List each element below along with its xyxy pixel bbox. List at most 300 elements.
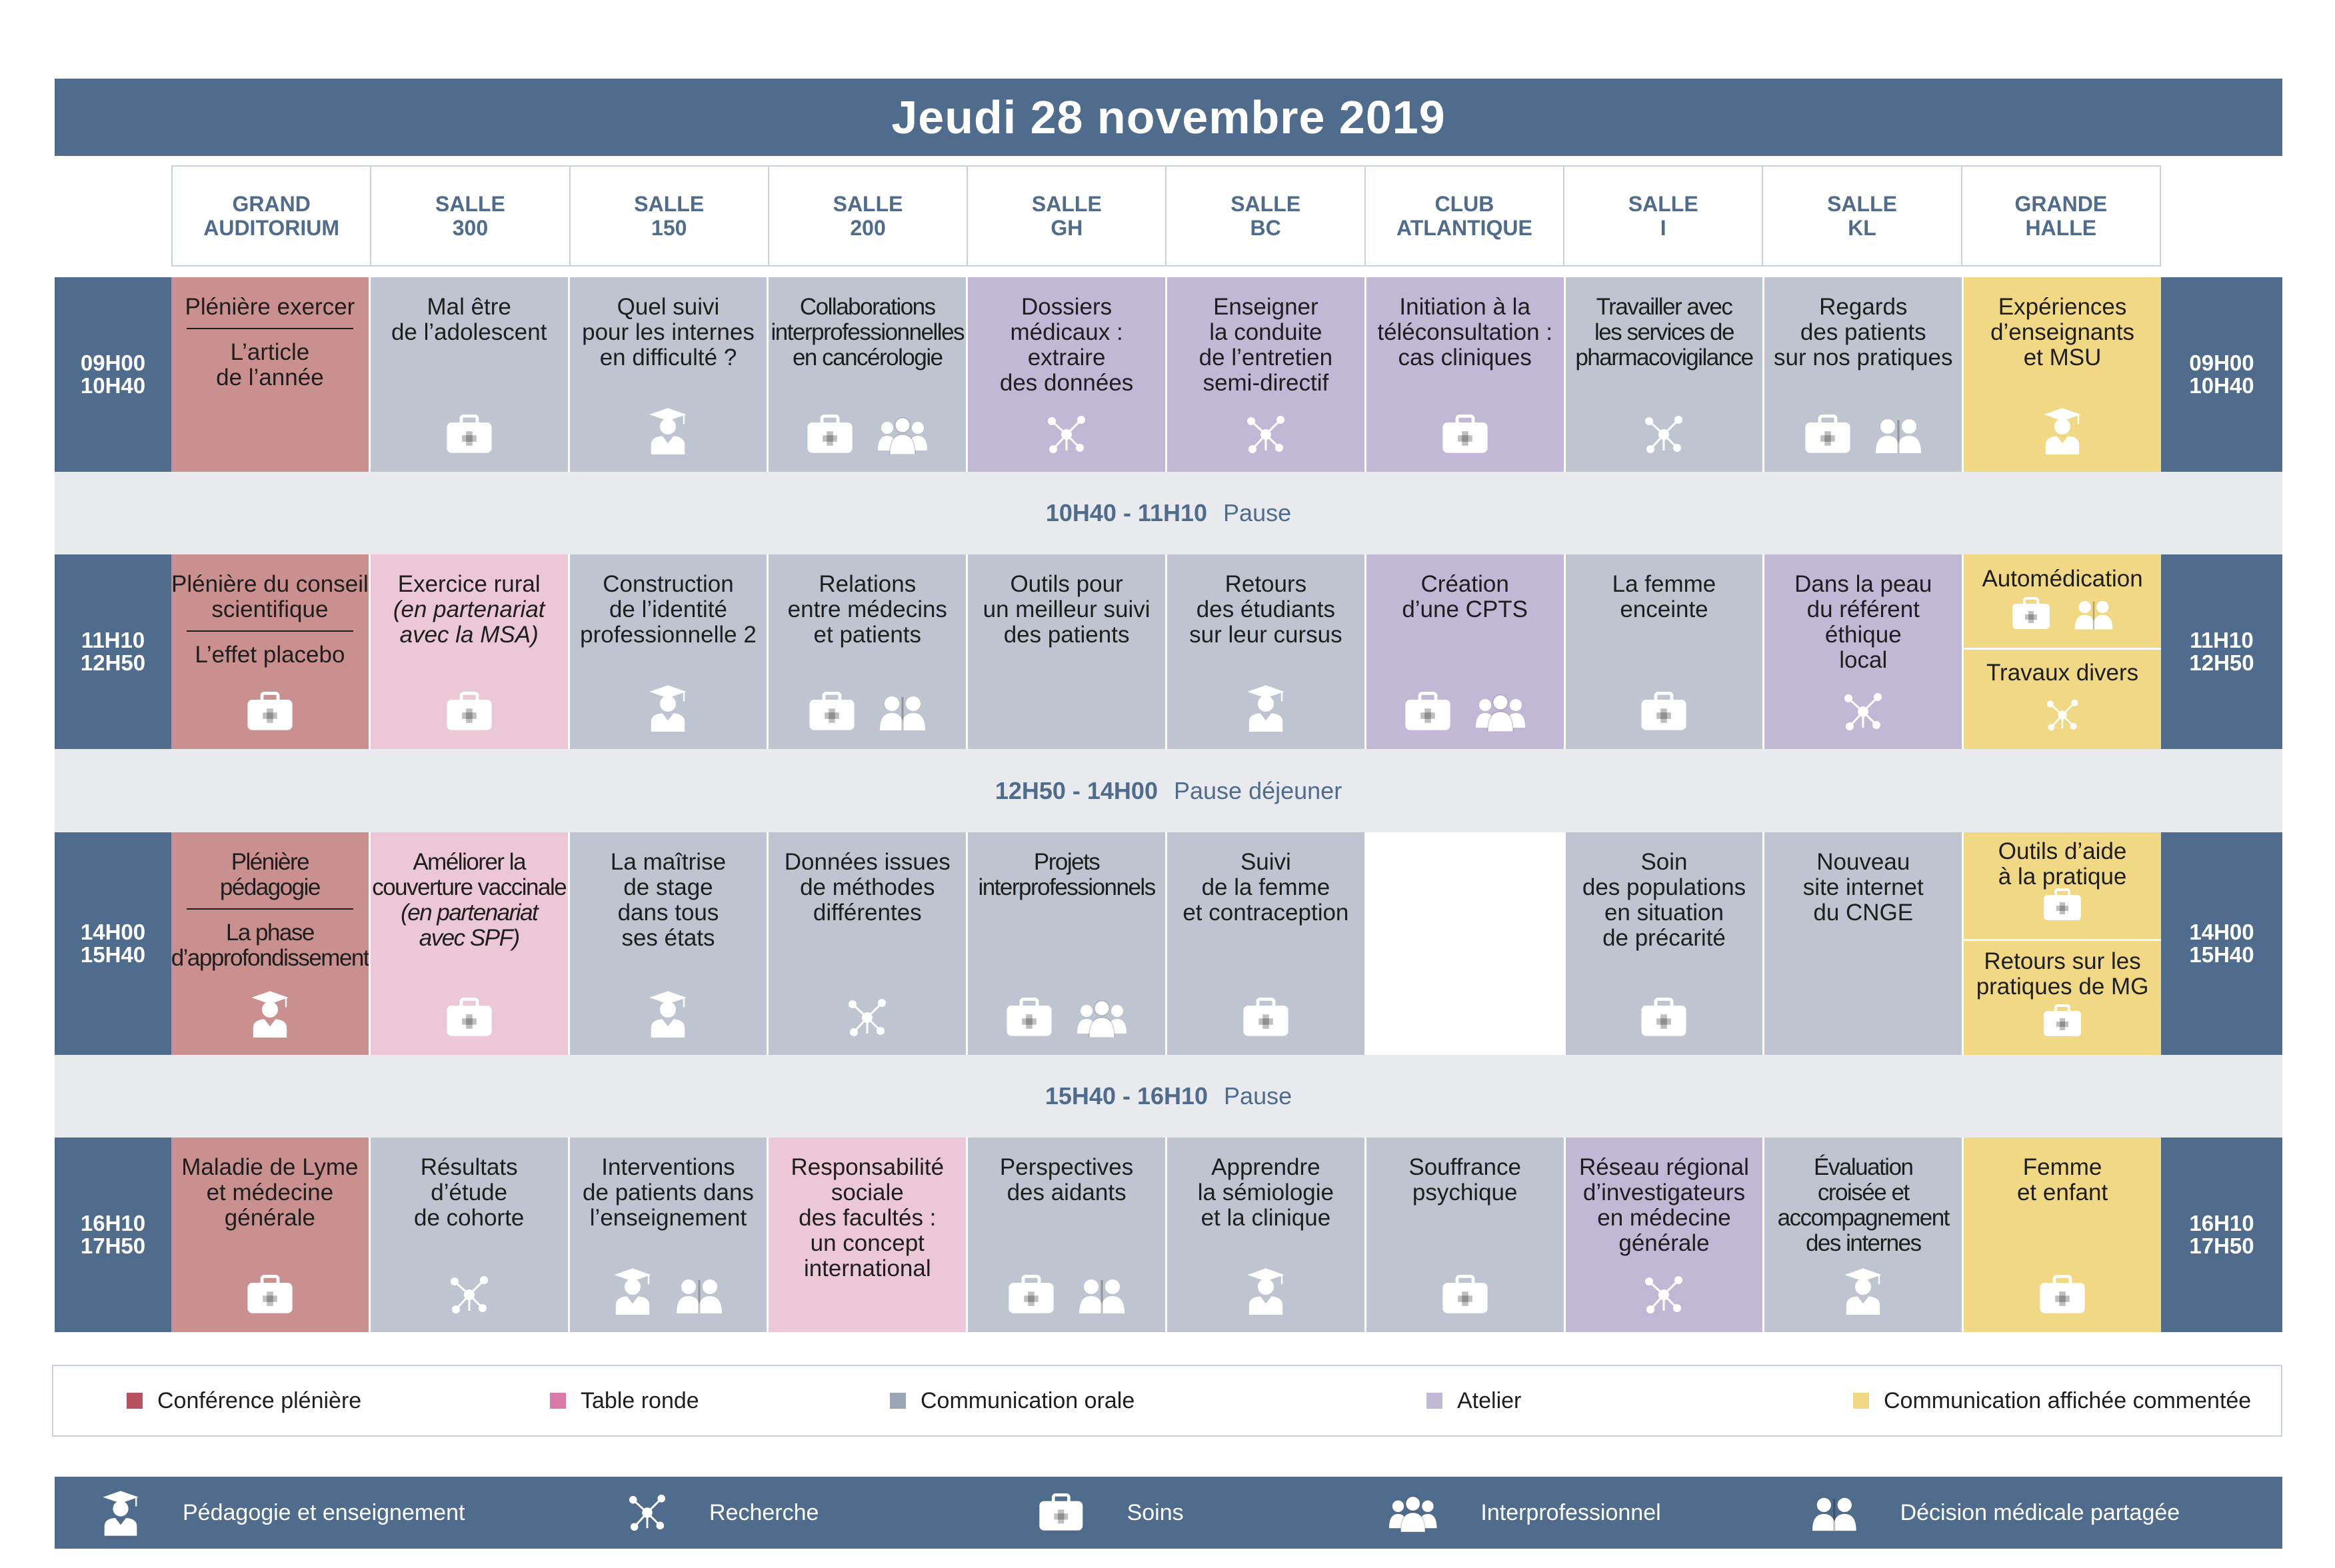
pause-label: Pause bbox=[1223, 499, 1292, 526]
session-title-line: pour les internes bbox=[582, 319, 755, 345]
time-end: 17H50 bbox=[2189, 1233, 2254, 1258]
session-title-line: Résultats bbox=[420, 1154, 518, 1180]
legend-swatch bbox=[127, 1393, 143, 1409]
legend-swatch bbox=[890, 1393, 906, 1409]
session-partner-line: avec SPF) bbox=[419, 925, 519, 951]
session-title-line: téléconsultation : bbox=[1377, 319, 1553, 345]
session-title-line: extraire bbox=[1027, 345, 1106, 371]
soins-icon bbox=[1441, 414, 1489, 460]
session-title-line: Améliorer la bbox=[413, 849, 526, 875]
time-end: 15H40 bbox=[2189, 942, 2254, 967]
session-cell[interactable] bbox=[570, 1138, 769, 1332]
time-label-right bbox=[2161, 1138, 2282, 1332]
session-cell[interactable] bbox=[1366, 832, 1566, 1055]
session-icons bbox=[1167, 998, 1364, 1043]
room-name-line1: SALLE bbox=[1827, 192, 1897, 216]
session-icons bbox=[371, 692, 568, 737]
session-title-line: des patients bbox=[1800, 319, 1926, 345]
soins-icon bbox=[445, 692, 493, 737]
session-title-line: et médecine bbox=[206, 1179, 334, 1205]
session-icons bbox=[1764, 414, 1962, 460]
pause-band bbox=[55, 472, 2282, 554]
session-title-line: Plénière bbox=[231, 849, 309, 875]
time-start: 14H00 bbox=[2189, 920, 2254, 944]
session-icons bbox=[1566, 1275, 1763, 1320]
session-title-line: Collaborations bbox=[799, 294, 935, 320]
legend-swatch bbox=[1426, 1393, 1442, 1409]
pedagogie-icon bbox=[2042, 406, 2082, 460]
soins-icon bbox=[1640, 998, 1688, 1043]
session-title-line: de précarité bbox=[1602, 925, 1726, 951]
session-title-line: du CNGE bbox=[1813, 900, 1914, 926]
session-title-line: pédagogie bbox=[219, 874, 320, 900]
session-title-line: interprofessionnelles bbox=[771, 319, 965, 345]
session-title-line: générale bbox=[224, 1205, 316, 1231]
recherche-icon bbox=[1843, 692, 1883, 737]
session-title-line: d’étude bbox=[431, 1179, 508, 1205]
session-title-line: dans tous bbox=[617, 900, 719, 926]
session-title-line: Projets bbox=[1033, 849, 1100, 875]
session-title-line: Quel suivi bbox=[617, 294, 720, 320]
session-icons bbox=[1964, 597, 2161, 636]
session-icons bbox=[1566, 998, 1763, 1043]
soins-icon bbox=[1804, 414, 1852, 460]
time-start: 09H00 bbox=[2189, 351, 2254, 375]
session-title-line: d’investigateurs bbox=[1582, 1179, 1746, 1205]
session-cell[interactable] bbox=[769, 277, 968, 472]
session-icons bbox=[171, 1275, 369, 1320]
session-title-line: cas cliniques bbox=[1398, 345, 1532, 371]
soins-icon bbox=[2042, 888, 2082, 927]
session-icons bbox=[968, 998, 1165, 1043]
session-title-line: différentes bbox=[813, 900, 922, 926]
time-slot-row bbox=[171, 554, 2161, 749]
soins-icon bbox=[1007, 1275, 1055, 1320]
session-title-line: Relations bbox=[819, 571, 917, 597]
time-slot-row bbox=[171, 1138, 2161, 1332]
session-title-line: semi-directif bbox=[1202, 370, 1329, 396]
session-title-line: à la pratique bbox=[1998, 864, 2127, 890]
session-title-line: en difficulté ? bbox=[599, 345, 737, 371]
session-title-line: en cancérologie bbox=[792, 345, 943, 371]
session-cell[interactable] bbox=[171, 277, 371, 472]
session-title-line: sur leur cursus bbox=[1189, 622, 1342, 648]
session-title-line: de l’identité bbox=[609, 596, 728, 622]
session-icons bbox=[1964, 1275, 2161, 1320]
session-cell[interactable] bbox=[968, 277, 1167, 472]
legend-label: Conférence plénière bbox=[157, 1387, 362, 1413]
session-title-line: Dossiers bbox=[1021, 294, 1113, 320]
session-title-line: Perspectives bbox=[999, 1154, 1134, 1180]
session-title-line: et MSU bbox=[2023, 345, 2102, 371]
soins-icon bbox=[2011, 597, 2051, 636]
session-title-line: Mal être bbox=[427, 294, 511, 320]
recherche-icon bbox=[847, 998, 887, 1043]
session-cell[interactable] bbox=[769, 832, 968, 1055]
session-cell[interactable] bbox=[570, 277, 769, 472]
session-title-line: Nouveau bbox=[1816, 849, 1910, 875]
session-cell[interactable] bbox=[1764, 832, 1964, 1055]
soins-icon bbox=[806, 414, 854, 460]
icon-legend-item bbox=[1811, 1477, 2180, 1549]
interpro-icon bbox=[1474, 692, 1526, 737]
icon-legend-label: Soins bbox=[1127, 1499, 1184, 1525]
session-icons bbox=[1167, 684, 1364, 737]
session-title-line: Apprendre bbox=[1211, 1154, 1320, 1180]
pause-time: 15H40 - 16H10 bbox=[1045, 1082, 1208, 1110]
session-cell[interactable] bbox=[1167, 554, 1366, 749]
time-start: 11H10 bbox=[81, 628, 145, 652]
session-title-line: des populations bbox=[1582, 874, 1746, 900]
session-title-line: Évaluation bbox=[1814, 1154, 1913, 1180]
room-header-row bbox=[171, 165, 2161, 267]
room-name-line1: SALLE bbox=[435, 192, 505, 216]
session-cell[interactable] bbox=[1566, 277, 1765, 472]
session-title-line: La maîtrise bbox=[610, 849, 727, 875]
session-title-line: des facultés : bbox=[799, 1205, 937, 1231]
session-title-line: Expériences bbox=[1998, 294, 2127, 320]
room-name-line2: KL bbox=[1848, 216, 1876, 240]
session-title-line: accompagnement bbox=[1777, 1205, 1949, 1231]
session-title-line: Suivi bbox=[1240, 849, 1291, 875]
session-title-line: sociale bbox=[831, 1179, 904, 1205]
soins-icon bbox=[808, 692, 856, 737]
legend-swatch bbox=[1853, 1393, 1869, 1409]
room-name-line1: SALLE bbox=[1230, 192, 1301, 216]
session-icons bbox=[1964, 698, 2161, 737]
recherche-icon bbox=[1644, 1275, 1684, 1320]
soins-icon bbox=[1404, 692, 1452, 737]
session-icons bbox=[171, 692, 369, 737]
session-title-line: de l’entretien bbox=[1198, 345, 1333, 371]
room-name-line2: ATLANTIQUE bbox=[1396, 216, 1532, 240]
session-title-line: Soin bbox=[1640, 849, 1688, 875]
pause-time: 10H40 - 11H10 bbox=[1045, 499, 1208, 526]
session-cell[interactable] bbox=[1764, 1138, 1964, 1332]
session-cell[interactable] bbox=[1566, 1138, 1765, 1332]
page-title bbox=[55, 79, 2282, 156]
pedagogie-icon bbox=[1246, 684, 1286, 737]
session-cell[interactable] bbox=[1964, 832, 2161, 1055]
session-cell[interactable] bbox=[1764, 554, 1964, 749]
session-icons bbox=[769, 998, 966, 1043]
time-end: 12H50 bbox=[80, 650, 146, 675]
session-title-line: professionnelle 2 bbox=[580, 622, 757, 648]
session-cell[interactable] bbox=[1964, 1138, 2161, 1332]
soins-icon bbox=[1441, 1275, 1489, 1320]
session-icons bbox=[968, 414, 1165, 460]
room-header bbox=[968, 167, 1167, 265]
session-icons bbox=[968, 1275, 1165, 1320]
session-title-line: enceinte bbox=[1620, 596, 1708, 622]
session-partner-line: avec la MSA) bbox=[399, 622, 539, 648]
room-name-line1: CLUB bbox=[1434, 192, 1494, 216]
decision-icon bbox=[879, 692, 927, 737]
session-title-line: éthique bbox=[1824, 622, 1902, 648]
room-name-line2: HALLE bbox=[2025, 216, 2097, 240]
icon-legend-item bbox=[101, 1477, 465, 1549]
decision-icon bbox=[1078, 1275, 1126, 1320]
time-start: 14H00 bbox=[80, 920, 146, 944]
session-title-line: la sémiologie bbox=[1197, 1179, 1334, 1205]
soins-icon bbox=[246, 1275, 294, 1320]
session-title-line: ses états bbox=[621, 925, 715, 951]
room-name-line1: GRAND bbox=[232, 192, 311, 216]
legend-item bbox=[890, 1366, 1135, 1435]
session-cell[interactable] bbox=[968, 832, 1167, 1055]
session-title-line: Responsabilité bbox=[791, 1154, 945, 1180]
session-title-line: sur nos pratiques bbox=[1774, 345, 1953, 371]
session-title-line: local bbox=[1839, 647, 1888, 673]
session-title-line: couverture vaccinale bbox=[372, 874, 567, 900]
session-title-line: et la clinique bbox=[1200, 1205, 1331, 1231]
session-cell[interactable] bbox=[371, 832, 570, 1055]
session-title-line: en situation bbox=[1604, 900, 1724, 926]
soins-icon bbox=[2038, 1275, 2086, 1320]
session-title-line: Retours sur les bbox=[1984, 948, 2141, 974]
time-label-left bbox=[55, 832, 171, 1055]
session-title-line: Outils d’aide bbox=[1998, 838, 2127, 864]
icon-legend-item bbox=[628, 1477, 819, 1549]
session-title-line: croisée et bbox=[1817, 1179, 1909, 1205]
session-subtitle-line: d’approfondissement bbox=[171, 945, 369, 971]
session-title-line: Création bbox=[1420, 571, 1509, 597]
session-separator bbox=[187, 630, 353, 632]
session-title-line: Femme bbox=[2022, 1154, 2102, 1180]
room-header bbox=[1763, 167, 1962, 265]
session-icons bbox=[570, 990, 767, 1043]
pedagogie-icon bbox=[648, 990, 688, 1043]
session-cell[interactable] bbox=[371, 1138, 570, 1332]
soins-icon bbox=[1242, 998, 1290, 1043]
room-header bbox=[173, 167, 371, 265]
interpro-icon bbox=[1076, 998, 1128, 1043]
session-icons bbox=[570, 684, 767, 737]
decision-icon bbox=[1874, 414, 1922, 460]
session-subtitle-line: L’effet placebo bbox=[195, 642, 345, 668]
room-name-line2: I bbox=[1660, 216, 1666, 240]
room-name-line2: AUDITORIUM bbox=[203, 216, 340, 240]
session-title-line: interprofessionnels bbox=[978, 874, 1155, 900]
session-title-line: psychique bbox=[1412, 1179, 1518, 1205]
room-header bbox=[1564, 167, 1763, 265]
session-title-line: des internes bbox=[1805, 1230, 1921, 1256]
icon-legend-label: Pédagogie et enseignement bbox=[183, 1499, 465, 1525]
room-name-line1: SALLE bbox=[1628, 192, 1698, 216]
session-icons bbox=[171, 990, 369, 1043]
session-title-line: du référent bbox=[1806, 596, 1920, 622]
time-end: 17H50 bbox=[80, 1233, 146, 1258]
session-title-line: des données bbox=[999, 370, 1134, 396]
session-icons bbox=[1366, 414, 1564, 460]
session-subtitle-line: L’article bbox=[230, 339, 310, 365]
decision-icon bbox=[1811, 1493, 1878, 1532]
session-top-half[interactable] bbox=[1964, 832, 2161, 939]
session-title-line: de patients dans bbox=[583, 1179, 754, 1205]
session-cell[interactable] bbox=[769, 554, 968, 749]
session-cell[interactable] bbox=[968, 1138, 1167, 1332]
room-name-line2: BC bbox=[1250, 216, 1281, 240]
time-end: 12H50 bbox=[2189, 650, 2254, 675]
soins-icon bbox=[445, 414, 493, 460]
icon-legend bbox=[55, 1477, 2282, 1549]
session-cell[interactable] bbox=[570, 554, 769, 749]
session-title-line: et enfant bbox=[2016, 1179, 2108, 1205]
room-header bbox=[1167, 167, 1365, 265]
time-label-right bbox=[2161, 554, 2282, 749]
interpro-icon bbox=[1388, 1493, 1458, 1532]
room-name-line2: GH bbox=[1051, 216, 1083, 240]
room-header bbox=[371, 167, 570, 265]
session-icons bbox=[371, 998, 568, 1043]
legend-item bbox=[550, 1366, 699, 1435]
session-title-line: et patients bbox=[813, 622, 922, 648]
session-icons bbox=[1167, 414, 1364, 460]
time-start: 09H00 bbox=[80, 351, 146, 375]
recherche-icon bbox=[1047, 414, 1087, 460]
session-cell[interactable] bbox=[570, 832, 769, 1055]
session-icons bbox=[769, 414, 966, 460]
session-bottom-half[interactable] bbox=[1964, 650, 2161, 749]
session-title-line: scientifique bbox=[211, 596, 329, 622]
session-subtitle-line: de l’année bbox=[216, 365, 324, 391]
session-title-line: Travailler avec bbox=[1596, 294, 1732, 320]
session-cell[interactable] bbox=[1366, 554, 1566, 749]
pedagogie-icon bbox=[101, 1489, 160, 1536]
legend-label: Table ronde bbox=[581, 1387, 699, 1413]
session-title-line: la conduite bbox=[1209, 319, 1322, 345]
decision-icon bbox=[2074, 597, 2114, 636]
session-title-line: pharmacovigilance bbox=[1575, 345, 1753, 371]
session-title-line: d’une CPTS bbox=[1402, 596, 1528, 622]
room-header bbox=[1366, 167, 1564, 265]
session-title-line: un concept bbox=[810, 1230, 925, 1256]
session-cell[interactable] bbox=[1964, 554, 2161, 749]
session-title-line: de la femme bbox=[1201, 874, 1330, 900]
pause-label: Pause bbox=[1224, 1082, 1292, 1110]
session-cell[interactable] bbox=[1167, 832, 1366, 1055]
session-cell[interactable] bbox=[171, 1138, 371, 1332]
session-cell[interactable] bbox=[171, 832, 371, 1055]
session-icons bbox=[769, 692, 966, 737]
room-name-line1: SALLE bbox=[1031, 192, 1102, 216]
time-label-right bbox=[2161, 832, 2282, 1055]
session-cell[interactable] bbox=[371, 277, 570, 472]
session-top-half[interactable] bbox=[1964, 554, 2161, 648]
session-cell[interactable] bbox=[1566, 554, 1765, 749]
session-title-line: un meilleur suivi bbox=[983, 596, 1151, 622]
legend-item bbox=[1426, 1366, 1521, 1435]
session-cell[interactable] bbox=[1167, 1138, 1366, 1332]
pause-label: Pause déjeuner bbox=[1173, 776, 1342, 804]
session-cell[interactable] bbox=[1366, 1138, 1566, 1332]
session-cell[interactable] bbox=[769, 1138, 968, 1332]
time-end: 10H40 bbox=[80, 373, 146, 398]
session-title-line: Données issues bbox=[784, 849, 951, 875]
color-legend bbox=[52, 1365, 2282, 1437]
time-end: 15H40 bbox=[80, 942, 146, 967]
soins-icon bbox=[445, 998, 493, 1043]
session-title-line: Regards bbox=[1819, 294, 1908, 320]
room-header bbox=[571, 167, 769, 265]
page-title-text: Jeudi 28 novembre 2019 bbox=[891, 91, 1446, 143]
icon-legend-item bbox=[1038, 1477, 1184, 1549]
session-title-line: et contraception bbox=[1182, 900, 1349, 926]
session-separator bbox=[187, 908, 353, 910]
session-title-line: Exercice rural bbox=[397, 571, 541, 597]
legend-label: Communication orale bbox=[921, 1387, 1135, 1413]
session-title-line: entre médecins bbox=[787, 596, 947, 622]
time-label-left bbox=[55, 554, 171, 749]
session-cell[interactable] bbox=[171, 554, 371, 749]
room-name-line1: SALLE bbox=[634, 192, 705, 216]
pedagogie-icon bbox=[1246, 1267, 1286, 1320]
session-icons bbox=[1964, 1004, 2161, 1043]
session-cell[interactable] bbox=[1964, 277, 2161, 472]
time-label-left bbox=[55, 1138, 171, 1332]
time-end: 10H40 bbox=[2189, 373, 2254, 398]
session-icons bbox=[1964, 406, 2161, 460]
time-label-left bbox=[55, 277, 171, 472]
session-title-line: de l’adolescent bbox=[391, 319, 547, 345]
session-title-line: Enseigner bbox=[1213, 294, 1318, 320]
session-bottom-half[interactable] bbox=[1964, 941, 2161, 1055]
icon-legend-label: Interprofessionnel bbox=[1480, 1499, 1661, 1525]
legend-label: Atelier bbox=[1457, 1387, 1522, 1413]
session-icons bbox=[1566, 414, 1763, 460]
session-icons bbox=[1764, 692, 1962, 737]
session-icons bbox=[371, 414, 568, 460]
session-cell[interactable] bbox=[968, 554, 1167, 749]
recherche-icon bbox=[1246, 414, 1286, 460]
pause-time: 12H50 - 14H00 bbox=[995, 776, 1158, 804]
session-title-line: Outils pour bbox=[1010, 571, 1123, 597]
soins-icon bbox=[2042, 1004, 2082, 1043]
room-name-line1: GRANDE bbox=[2014, 192, 2108, 216]
pause-band bbox=[55, 1055, 2282, 1138]
session-title-line: médicaux : bbox=[1010, 319, 1123, 345]
session-cell[interactable] bbox=[1566, 832, 1765, 1055]
session-icons bbox=[1167, 1267, 1364, 1320]
decision-icon bbox=[675, 1275, 723, 1320]
legend-item bbox=[1853, 1366, 2251, 1435]
room-name-line2: 300 bbox=[452, 216, 489, 240]
session-title-line: international bbox=[803, 1255, 931, 1281]
session-cell[interactable] bbox=[1764, 277, 1964, 472]
session-partner-line: (en partenariat bbox=[401, 900, 538, 926]
session-title-line: Travaux divers bbox=[1986, 660, 2139, 686]
room-name-line1: SALLE bbox=[833, 192, 903, 216]
recherche-icon bbox=[449, 1275, 489, 1320]
session-title-line: Interventions bbox=[601, 1154, 735, 1180]
session-icons bbox=[371, 1275, 568, 1320]
time-start: 16H10 bbox=[2189, 1211, 2254, 1235]
session-cell[interactable] bbox=[1366, 277, 1566, 472]
time-start: 16H10 bbox=[80, 1211, 146, 1235]
recherche-icon bbox=[628, 1493, 687, 1532]
recherche-icon bbox=[1644, 414, 1684, 460]
session-separator bbox=[187, 328, 353, 329]
session-cell[interactable] bbox=[1167, 277, 1366, 472]
session-title-line: d’enseignants bbox=[1990, 319, 2135, 345]
session-title-line: Plénière exercer bbox=[185, 294, 355, 320]
session-icons bbox=[1366, 692, 1564, 737]
time-slot-row bbox=[171, 832, 2161, 1055]
session-cell[interactable] bbox=[371, 554, 570, 749]
session-title-line: Retours bbox=[1224, 571, 1307, 597]
icon-legend-item bbox=[1388, 1477, 1661, 1549]
session-title-line: des aidants bbox=[1007, 1179, 1127, 1205]
